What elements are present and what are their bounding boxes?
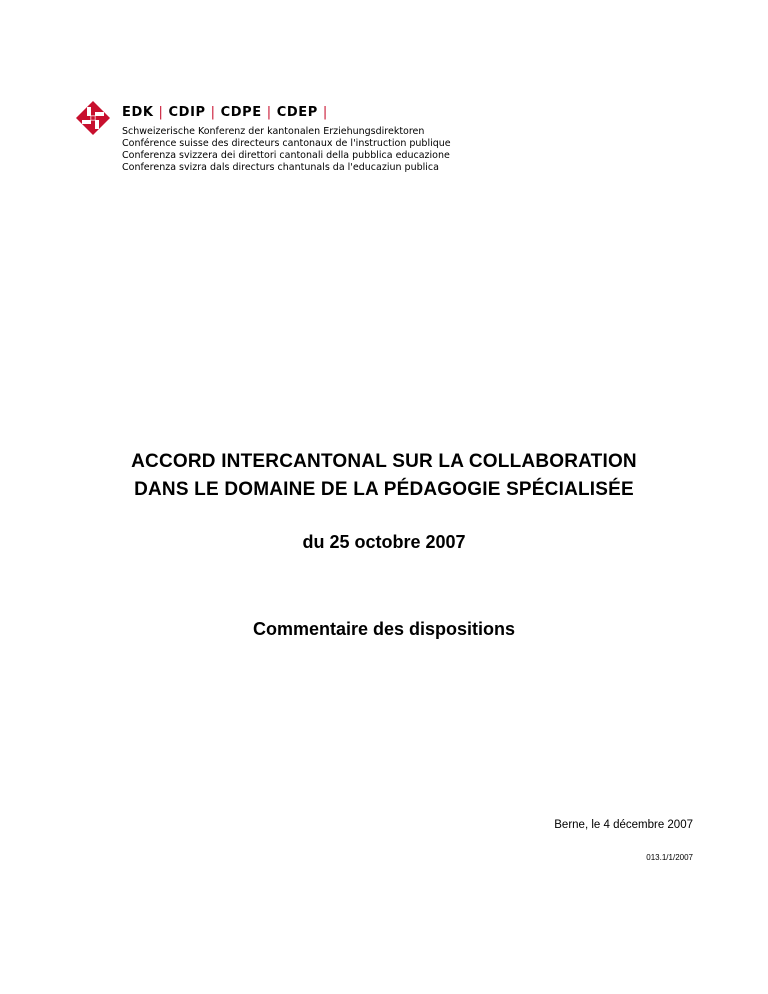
acronym-separator: | [210,105,216,120]
edk-logo-icon [76,101,110,135]
organization-names [122,126,451,174]
document-title [0,448,768,504]
place-and-date: Berne, le 4 décembre 2007 [554,819,693,831]
document-subtitle: Commentaire des dispositions [252,619,516,639]
acronym-edk: EDK [122,105,154,120]
title-line-1: ACCORD INTERCANTONAL SUR LA COLLABORATION [131,451,637,472]
document-reference: 013.1/1/2007 [646,853,693,862]
org-name-italian: Conferenza svizzera dei direttori cantonali della pubblica educazione [122,150,450,161]
acronym-separator: | [158,105,164,120]
acronym-separator: | [322,105,328,120]
document-date: du 25 octobre 2007 [302,532,466,552]
acronym-cdip: CDIP [168,105,206,120]
org-name-romansh: Conferenza svizra dals directurs chantunals da l'educaziun publica [122,162,439,173]
acronym-cdpe: CDPE [220,105,262,120]
acronym-separator: | [266,105,272,120]
institution-acronyms [122,105,333,121]
org-name-french: Conférence suisse des directeurs cantonaux de l'instruction publique [122,138,451,149]
acronym-cdep: CDEP [276,105,318,120]
org-name-german: Schweizerische Konferenz der kantonalen Erziehungsdirektoren [122,126,425,137]
title-line-2: DANS LE DOMAINE DE LA PÉDAGOGIE SPÉCIALISÉE [134,479,634,500]
